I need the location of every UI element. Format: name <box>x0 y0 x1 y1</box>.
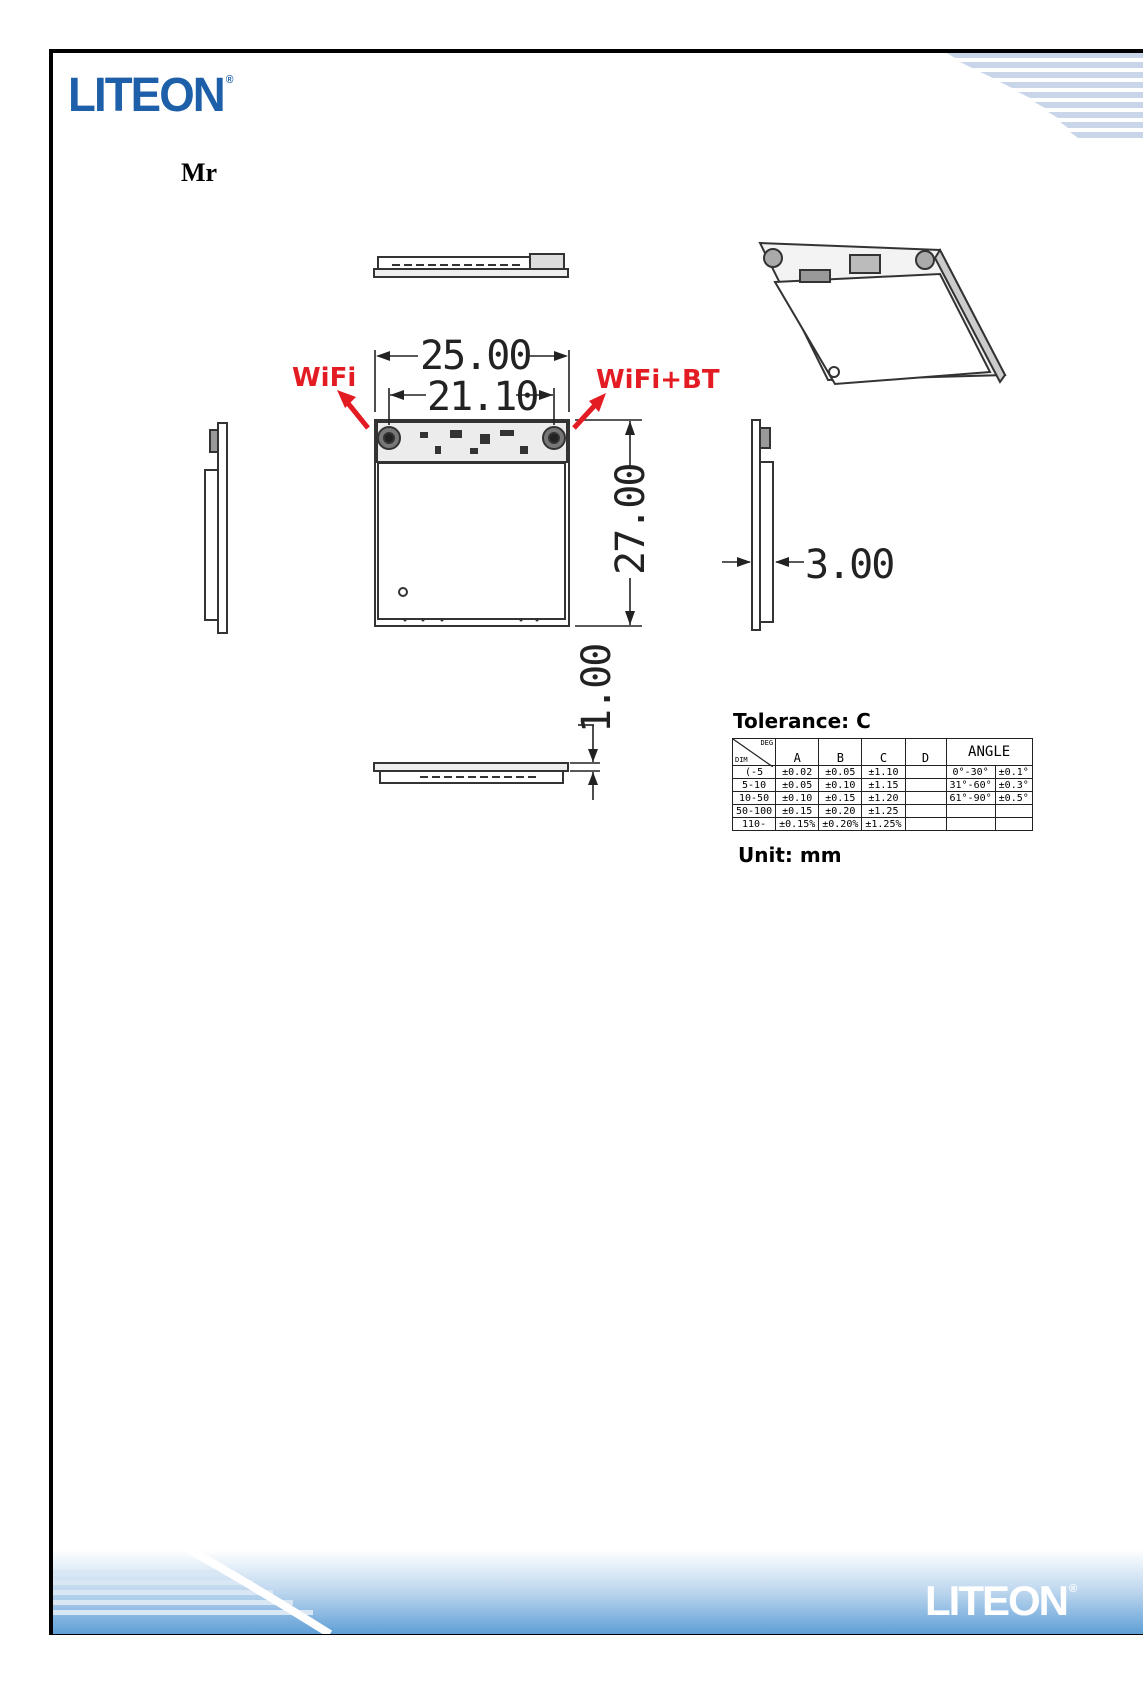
tolerance-header-angle: ANGLE <box>946 739 1032 766</box>
tolerance-header-c: C <box>862 751 905 766</box>
tolerance-angle-value: ±0.5° <box>995 792 1032 805</box>
top-side-view <box>374 254 568 277</box>
tolerance-angle-range <box>946 818 995 831</box>
footer-logo-text: LITEON <box>925 1577 1067 1624</box>
tolerance-angle-range: 31°-60° <box>946 779 995 792</box>
tolerance-d <box>905 805 946 818</box>
tolerance-c: ±1.10 <box>862 766 905 779</box>
tolerance-c: ±1.20 <box>862 792 905 805</box>
tolerance-c: ±1.25 <box>862 805 905 818</box>
tolerance-d <box>905 792 946 805</box>
tolerance-a: ±0.10 <box>776 792 819 805</box>
left-side-view <box>205 423 227 633</box>
unit-label: Unit: mm <box>738 843 842 867</box>
tolerance-angle-value: ±0.1° <box>995 766 1032 779</box>
tolerance-angle-range: 61°-90° <box>946 792 995 805</box>
tolerance-angle-value <box>995 818 1032 831</box>
footer-logo <box>925 1577 1078 1625</box>
dim-text-21: 21.10 <box>427 374 538 420</box>
tolerance-c: ±1.15 <box>862 779 905 792</box>
tolerance-row <box>733 818 1033 831</box>
tolerance-c: ±1.25% <box>862 818 905 831</box>
wifi-label: WiFi <box>292 363 357 393</box>
dim-text-1: 1.00 <box>574 644 620 733</box>
tolerance-b: ±0.05 <box>819 766 862 779</box>
tolerance-row <box>733 766 1033 779</box>
tolerance-a: ±0.15 <box>776 805 819 818</box>
tolerance-d <box>905 818 946 831</box>
tolerance-b: ±0.10 <box>819 779 862 792</box>
tolerance-corner-bottom: DIM <box>735 756 748 764</box>
wifi-bt-arrow <box>574 404 596 428</box>
tolerance-b: ±0.20% <box>819 818 862 831</box>
tolerance-d <box>905 766 946 779</box>
bottom-side-view <box>374 763 568 783</box>
tolerance-header-d: D <box>905 751 946 766</box>
brand-logo-text: LITEON <box>68 69 224 122</box>
tolerance-angle-value: ±0.3° <box>995 779 1032 792</box>
tolerance-range: 50-100 <box>733 805 776 818</box>
tolerance-row <box>733 805 1033 818</box>
tolerance-header-a: A <box>776 751 819 766</box>
tolerance-corner-top: DEG <box>760 739 774 747</box>
tolerance-angle-value <box>995 805 1032 818</box>
tolerance-range: 110- <box>733 818 776 831</box>
dim-text-27: 27.00 <box>608 464 654 575</box>
isometric-view <box>760 243 1005 384</box>
tolerance-range: 10-50 <box>733 792 776 805</box>
right-side-view <box>752 420 773 630</box>
section-title: Mr <box>181 158 218 187</box>
tolerance-angle-range <box>946 805 995 818</box>
mechanical-drawing <box>0 0 1143 840</box>
tolerance-a: ±0.15% <box>776 818 819 831</box>
tolerance-row <box>733 779 1033 792</box>
dimension-thickness <box>722 557 804 567</box>
tolerance-b: ±0.20 <box>819 805 862 818</box>
tolerance-table <box>732 738 1033 831</box>
wifi-arrow <box>347 402 368 428</box>
tolerance-row <box>733 792 1033 805</box>
dimension-bottom-offset <box>570 725 600 800</box>
tolerance-a: ±0.02 <box>776 766 819 779</box>
tolerance-range: (-5 <box>733 766 776 779</box>
wifi-bt-label: WiFi+BT <box>596 365 720 395</box>
tolerance-corner-cell <box>733 739 776 766</box>
footer-registered-mark: ® <box>1069 1583 1078 1595</box>
tolerance-a: ±0.05 <box>776 779 819 792</box>
dim-text-25: 25.00 <box>420 333 531 379</box>
tolerance-b: ±0.15 <box>819 792 862 805</box>
tolerance-d <box>905 779 946 792</box>
tolerance-title: Tolerance: C <box>733 709 871 733</box>
tolerance-header-b: B <box>819 751 862 766</box>
main-top-view <box>375 420 569 626</box>
registered-mark: ® <box>225 74 234 86</box>
dim-text-3: 3.00 <box>805 542 894 588</box>
tolerance-range: 5-10 <box>733 779 776 792</box>
tolerance-angle-range: 0°-30° <box>946 766 995 779</box>
